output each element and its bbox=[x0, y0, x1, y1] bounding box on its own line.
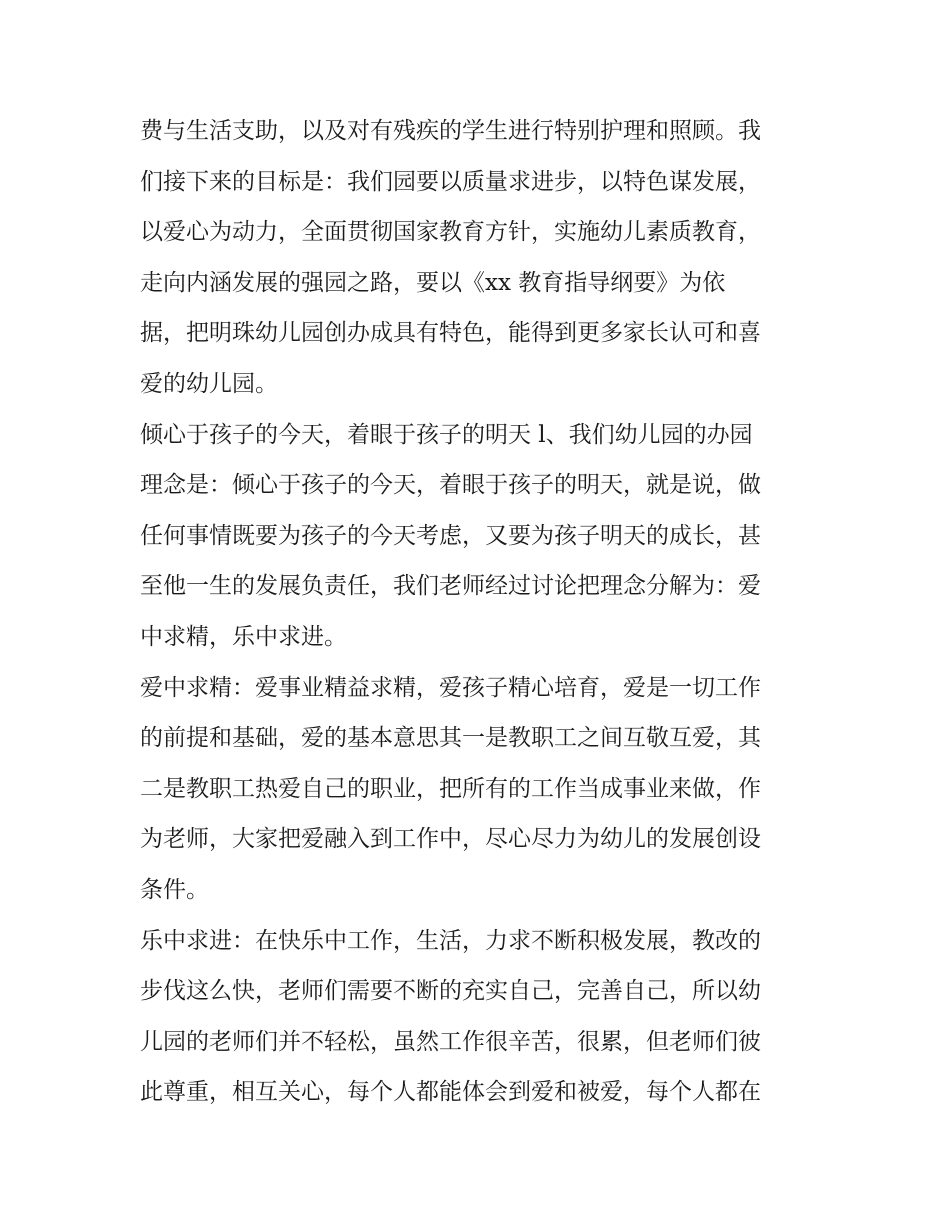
text-line: 倾心于孩子的今天，着眼于孩子的明天 l、我们幼儿园的办园 bbox=[140, 421, 753, 448]
text-line: 任何事情既要为孩子的今天考虑，又要为孩子明天的成长，甚 bbox=[140, 522, 761, 549]
text-line: 二是教职工热爱自己的职业，把所有的工作当成事业来做，作 bbox=[140, 775, 761, 802]
text-line: 儿园的老师们并不轻松，虽然工作很辛苦，很累，但老师们彼 bbox=[140, 1028, 761, 1055]
text-line: 中求精，乐中求进。 bbox=[140, 623, 347, 650]
text-line: 乐中求进：在快乐中工作，生活，力求不断积极发展，教改的 bbox=[140, 927, 761, 954]
text-line: 至他一生的发展负责任，我们老师经过讨论把理念分解为：爱 bbox=[140, 573, 761, 600]
text-line: 据，把明珠幼儿园创办成具有特色，能得到更多家长认可和喜 bbox=[140, 320, 761, 347]
text-line: 爱的幼儿园。 bbox=[140, 370, 278, 397]
text-line: 理念是：倾心于孩子的今天，着眼于孩子的明天，就是说，做 bbox=[140, 472, 761, 499]
text-line: 条件。 bbox=[140, 876, 209, 903]
text-line: 走向内涵发展的强园之路，要以《xx 教育指导纲要》为依 bbox=[140, 269, 726, 296]
text-line: 的前提和基础，爱的基本意思其一是教职工之间互敬互爱，其 bbox=[140, 725, 761, 752]
text-line: 们接下来的目标是：我们园要以质量求进步，以特色谋发展， bbox=[140, 168, 761, 195]
text-line: 以爱心为动力，全面贯彻国家教育方针，实施幼儿素质教育， bbox=[140, 219, 761, 246]
text-line: 步伐这么快，老师们需要不断的充实自己，完善自己，所以幼 bbox=[140, 978, 761, 1005]
text-line: 费与生活支助，以及对有残疾的学生进行特别护理和照顾。我 bbox=[140, 118, 761, 144]
text-line: 此尊重，相互关心，每个人都能体会到爱和被爱，每个人都在 bbox=[140, 1079, 761, 1106]
body-text bbox=[140, 106, 820, 1118]
text-line: 爱中求精：爱事业精益求精，爱孩子精心培育，爱是一切工作 bbox=[140, 674, 761, 701]
text-line: 为老师，大家把爱融入到工作中，尽心尽力为幼儿的发展创设 bbox=[140, 826, 761, 853]
